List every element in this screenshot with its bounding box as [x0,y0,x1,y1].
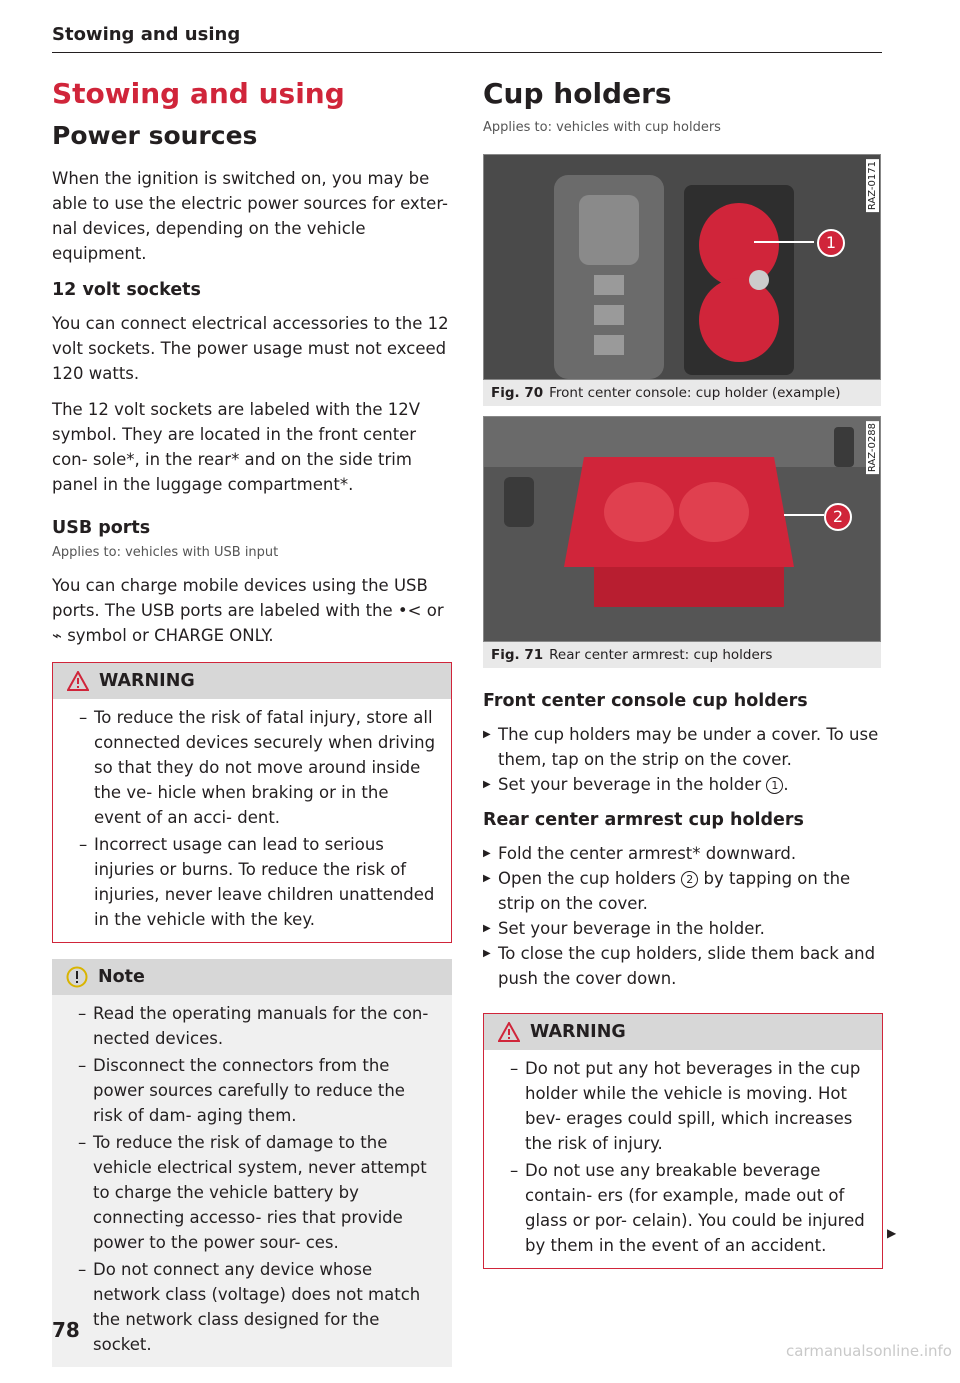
heading-rear-armrest: Rear center armrest cup holders [483,810,804,830]
cup-applies: Applies to: vehicles with cup holders [483,120,721,135]
callout-ref-2: 2 [681,871,698,888]
warning-box-left [52,662,452,943]
section-title: Stowing and using [52,77,345,110]
rear-armrest-illustration [484,417,881,641]
figure-71 [483,416,881,668]
cup-holders-title: Cup holders [483,77,672,110]
warning-item: – To reduce the risk of fatal injury, store all connected devices securely when driving so that they do not move around inside the ve- hicle when braking or in the event of an acci- dent. [67,705,437,830]
front-step: ▶ The cup holders may be under a cover. To use them, tap on the strip on the cover. [483,722,883,772]
note-label: Note [98,967,145,987]
warning-item: – Do not put any hot beverages in the cup holder while the vehicle is moving. Hot bev- erages could spill, which increases the risk of injury. [498,1056,868,1156]
header-rule [52,52,882,53]
warning-label: WARNING [530,1022,626,1042]
callout-ref-1: 1 [766,777,783,794]
rear-step: ▶ Fold the center armrest* downward. [483,841,883,866]
rear-step-2b: by tapping on the strip on the cover. [498,869,851,913]
subtitle-power-sources: Power sources [52,121,258,150]
usb-paragraph [52,573,452,648]
usb-text-b: or [426,601,444,620]
warning-box-right [483,1013,883,1269]
rear-step: ▶ Set your beverage in the holder. [483,916,883,941]
warning-header [53,663,451,699]
rear-step [483,866,883,916]
front-step-text: Set your beverage in the holder [498,775,762,794]
usb-icon: •< [397,601,422,620]
figure-70-caption-text: Front center console: cup holder (example) [549,385,841,401]
front-console-illustration [484,155,881,379]
note-header [52,959,452,995]
charge-only-icon: ⌁ [52,626,62,645]
warning-label: WARNING [99,671,195,691]
callout-1: 1 [817,229,845,257]
footer-watermark: carmanualsonline.info [786,1342,952,1360]
callout-2: 2 [824,503,852,531]
warning-triangle-icon [498,1022,520,1042]
right-column [483,70,883,1283]
continue-arrow-icon: ▶ [887,1226,897,1240]
intro-paragraph: When the ignition is switched on, you may be able to use the electric power sources for exter- nal devices, depending on the vehicle equipment. [52,169,448,263]
figure-70-label: Fig. 70 [491,385,544,401]
front-step: ▶ Set your beverage in the holder 1 . [483,772,883,797]
warning-item: – Do not use any breakable beverage contain- ers (for example, made out of glass or por- celain). You could be injured by them in the event of an accident. [498,1158,868,1258]
figure-70-caption [483,380,881,406]
rear-step: ▶ To close the cup holders, slide them back and push the cover down. [483,941,883,991]
figure-71-ref: RAZ-0288 [867,423,878,473]
note-info-icon [66,966,88,988]
figure-71-image [483,416,881,642]
figure-71-caption-text: Rear center armrest: cup holders [549,647,773,663]
usb-text-a: You can charge mobile devices using the USB ports. The USB ports are labeled with the [52,576,428,620]
heading-12-volt-sockets: 12 volt sockets [52,280,201,300]
note-item: – Read the operating manuals for the con- nected devices. [66,1001,438,1051]
figure-70-ref: RAZ-0171 [867,161,878,211]
note-box [52,959,452,1367]
volt-paragraph-2: The 12 volt sockets are labeled with the 12V symbol. They are located in the front center con- sole*, in the rear* and on the side trim panel in the luggage compartment*. [52,400,421,494]
rear-step-2a: Open the cup holders [498,869,677,888]
warning-item: – Incorrect usage can lead to serious injuries or burns. To reduce the risk of injuries, never leave children unattended in the vehicle with the key. [67,832,437,932]
figure-70-image [483,154,881,380]
volt-paragraph-1: You can connect electrical accessories to the 12 volt sockets. The power usage must not exceed 120 watts. [52,314,449,383]
figure-70 [483,154,881,406]
note-item: – Disconnect the connectors from the power sources carefully to reduce the risk of dam- aging them. [66,1053,438,1128]
left-column [52,70,452,1383]
note-item: – Do not connect any device whose network class (voltage) does not match the network class designed for the socket. [66,1257,438,1357]
note-item: – To reduce the risk of damage to the vehicle electrical system, never attempt to charge the vehicle battery by connecting accesso- ries that provide power to the power sour- ces. [66,1130,438,1255]
warning-header [484,1014,882,1050]
heading-front-console: Front center console cup holders [483,691,808,711]
page-number: 78 [52,1318,80,1342]
figure-71-caption [483,642,881,668]
heading-usb-ports: USB ports [52,518,151,538]
warning-triangle-icon [67,671,89,691]
usb-text-c: symbol or CHARGE ONLY. [67,626,274,645]
usb-applies: Applies to: vehicles with USB input [52,545,279,560]
figure-71-label: Fig. 71 [491,647,544,663]
running-header: Stowing and using [52,24,241,45]
